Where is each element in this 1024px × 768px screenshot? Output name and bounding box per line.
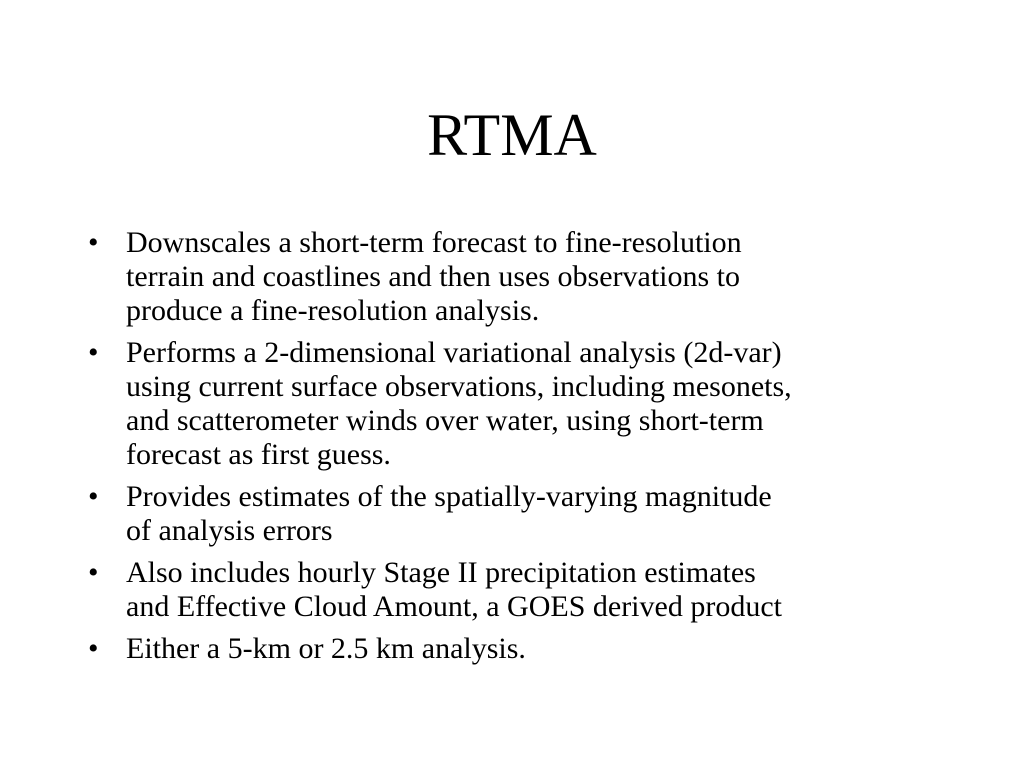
bullet-icon: • <box>88 226 99 259</box>
bullet-text: Performs a 2-dimensional variational analysis (2d-var) using current surface observations, including mesonets, and scatterometer winds over water, using short-term forecast as first guess. <box>126 336 792 471</box>
bullet-icon: • <box>88 556 99 589</box>
bullet-icon: • <box>88 632 99 665</box>
bullet-item <box>82 556 962 624</box>
bullet-text: Provides estimates of the spatially-varying magnitude of analysis errors <box>126 480 772 547</box>
bullet-item <box>82 480 962 548</box>
bullet-icon: • <box>88 480 99 513</box>
slide-title: RTMA <box>427 102 597 168</box>
bullet-item <box>82 336 962 472</box>
bullet-text: Either a 5-km or 2.5 km analysis. <box>126 632 526 665</box>
bullet-item <box>82 226 962 328</box>
bullet-list <box>82 226 962 674</box>
bullet-item <box>82 632 962 666</box>
bullet-text: Downscales a short-term forecast to fine-resolution terrain and coastlines and then uses observations to produce a fine-resolution analysis. <box>126 226 742 327</box>
bullet-icon: • <box>88 336 99 369</box>
bullet-text: Also includes hourly Stage II precipitation estimates and Effective Cloud Amount, a GOES derived product <box>126 556 782 623</box>
